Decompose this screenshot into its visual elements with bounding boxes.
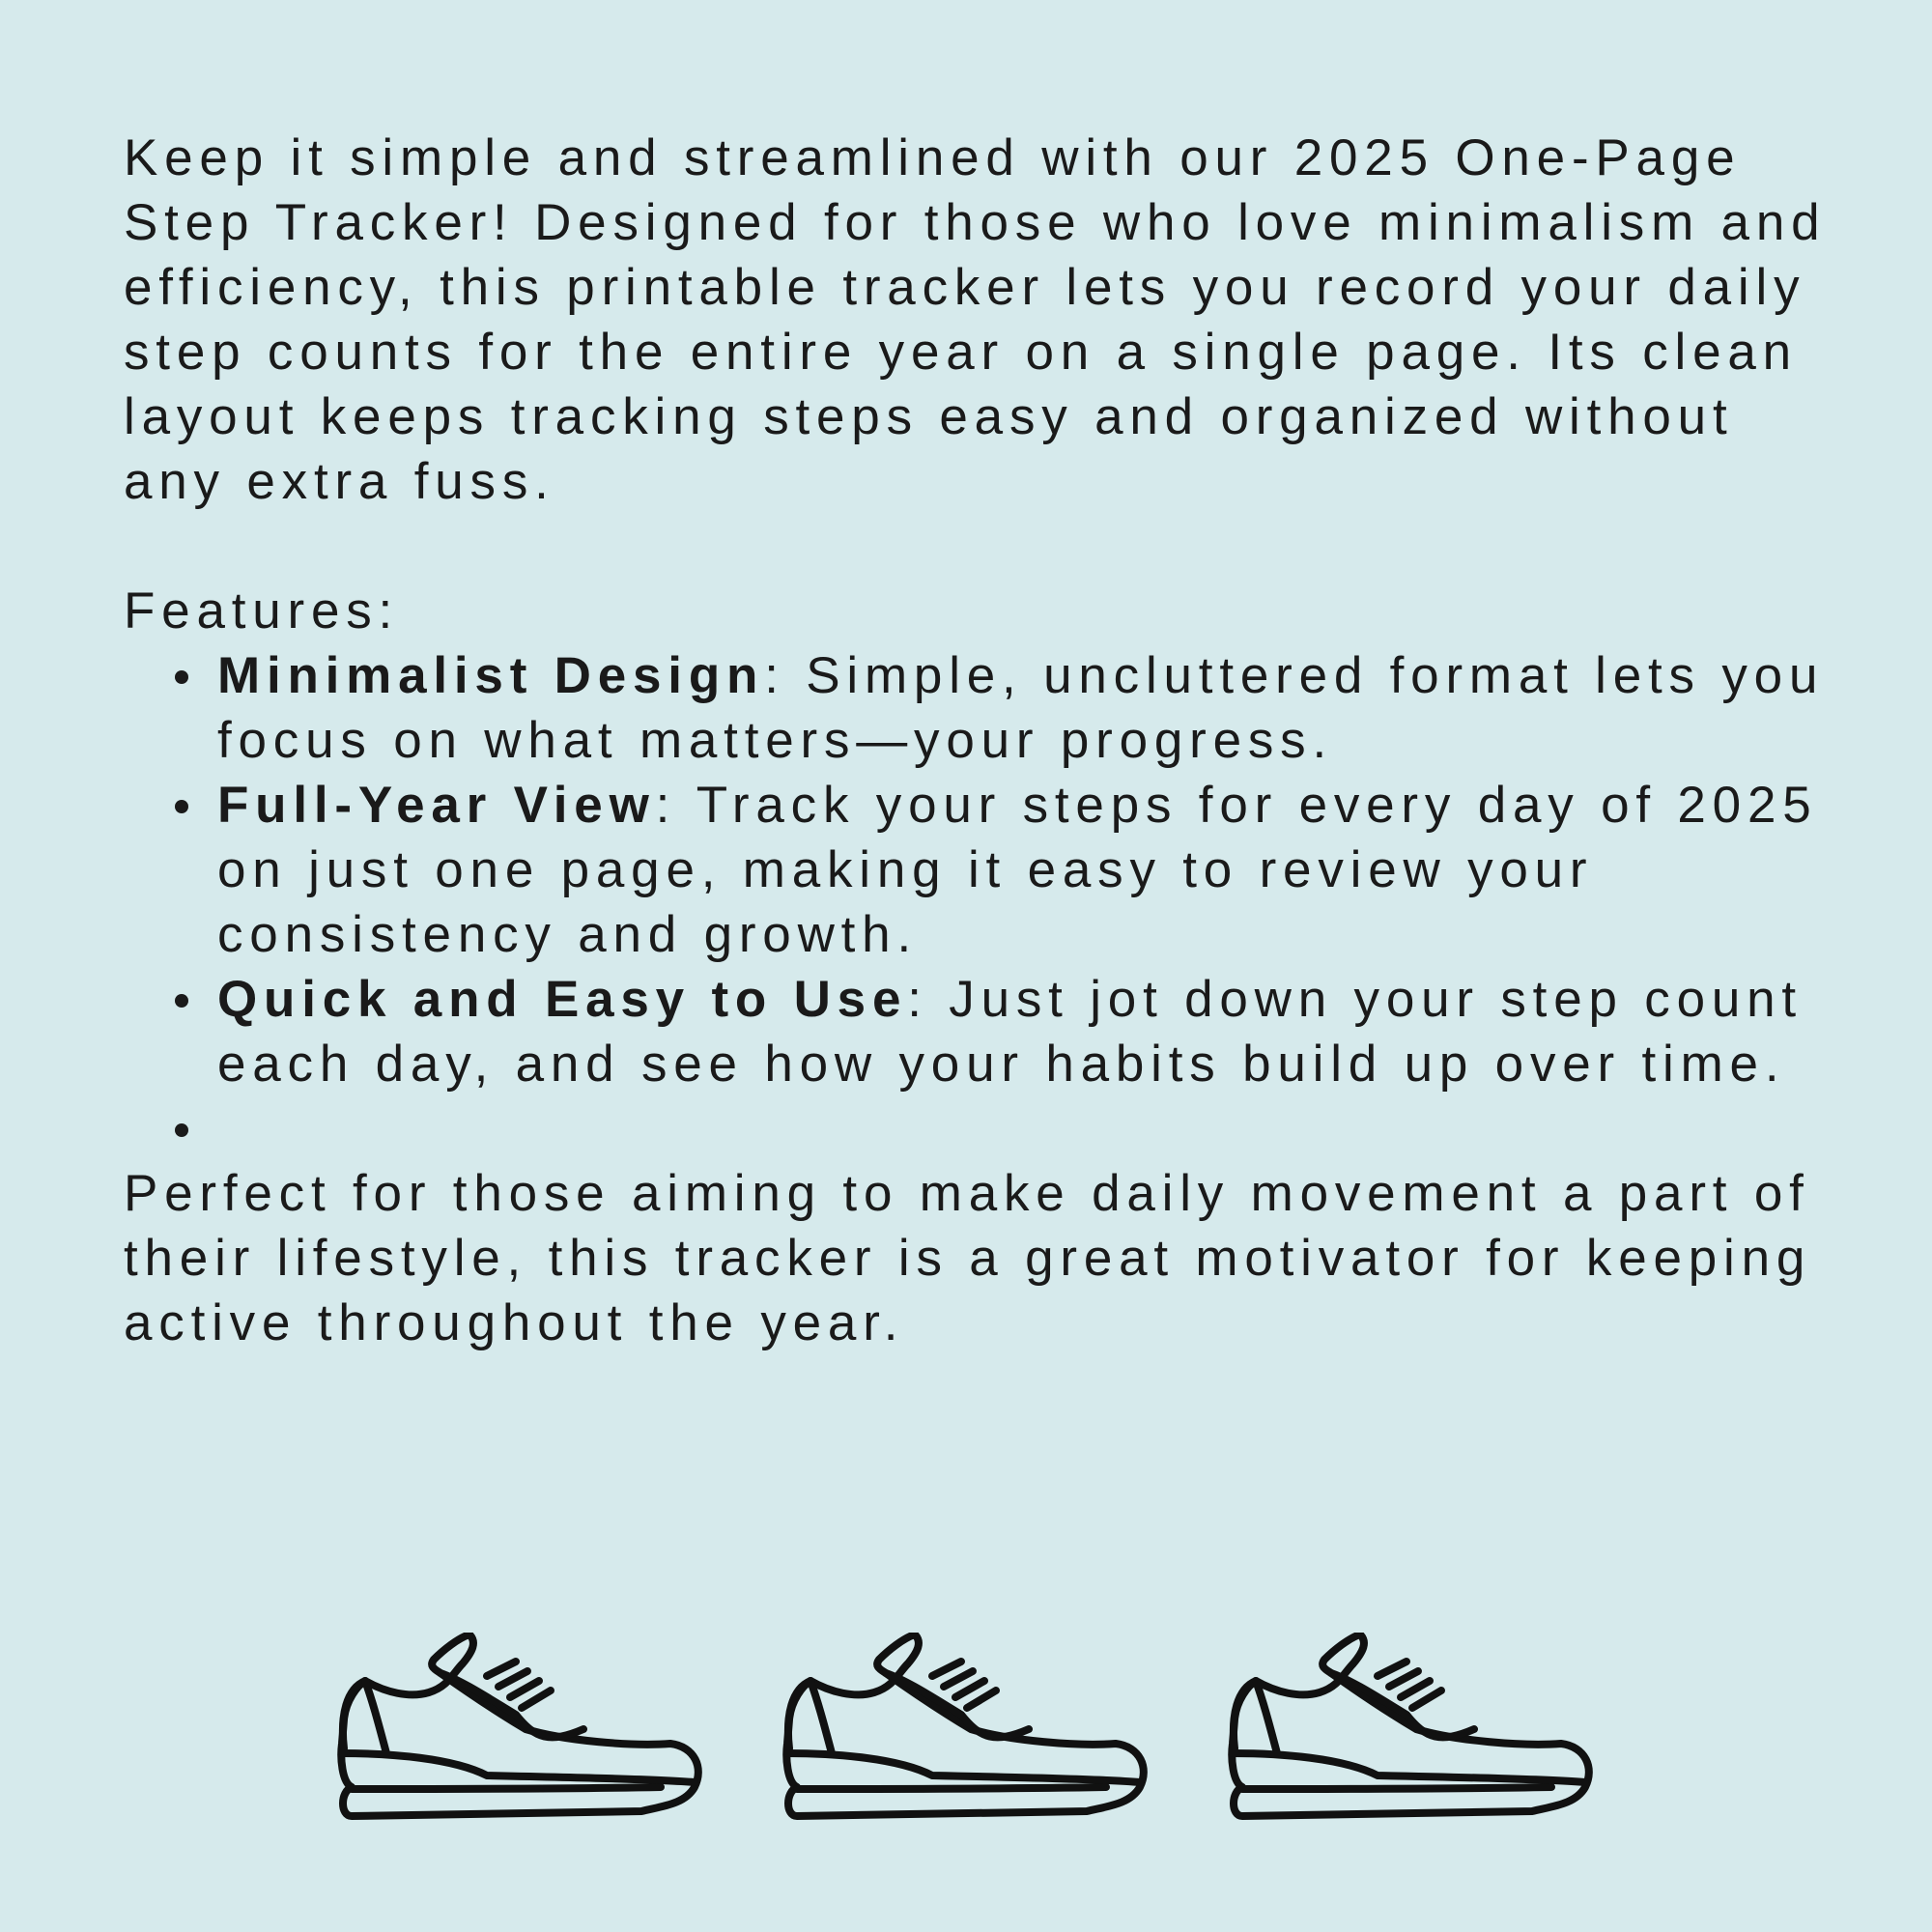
intro-paragraph: Keep it simple and streamlined with our 2025 One-Page Step Tracker! Designed for those who love minimalism and efficiency, this printable tracker lets you record your daily step counts for the entire year on a single page. Its clean layout keeps tracking steps easy and organized without any extra fuss. [124,129,1827,510]
feature-separator: : [655,777,677,834]
feature-item [217,773,1843,967]
description-block [124,126,1843,1355]
feature-title: Quick and Easy to Use [217,971,908,1028]
feature-text: Simple, uncluttered format lets you focus on what matters—your progress. [217,647,1825,769]
closing-paragraph: Perfect for those aiming to make daily movement a part of their lifestyle, this tracker is a great motivator for keeping active throughout the year. [124,1165,1812,1351]
feature-item [217,643,1843,773]
feature-text: Just jot down your step count each day, and see how your habits build up over time. [217,971,1803,1093]
feature-title: Full-Year View [217,777,656,834]
features-heading: Features: [124,582,400,639]
feature-title: Minimalist Design [217,647,765,704]
feature-separator: : [907,971,928,1028]
features-list [124,643,1843,1161]
sneaker-icon [1223,1633,1609,1845]
sneaker-icon [778,1633,1164,1845]
feature-separator: : [764,647,785,704]
feature-item-empty [217,1096,1843,1161]
sneaker-icon [332,1633,719,1845]
shoe-illustrations [0,1633,1932,1845]
feature-text: Track your steps for every day of 2025 on just one page, making it easy to review your consistency and growth. [217,777,1818,963]
feature-item [217,967,1843,1096]
